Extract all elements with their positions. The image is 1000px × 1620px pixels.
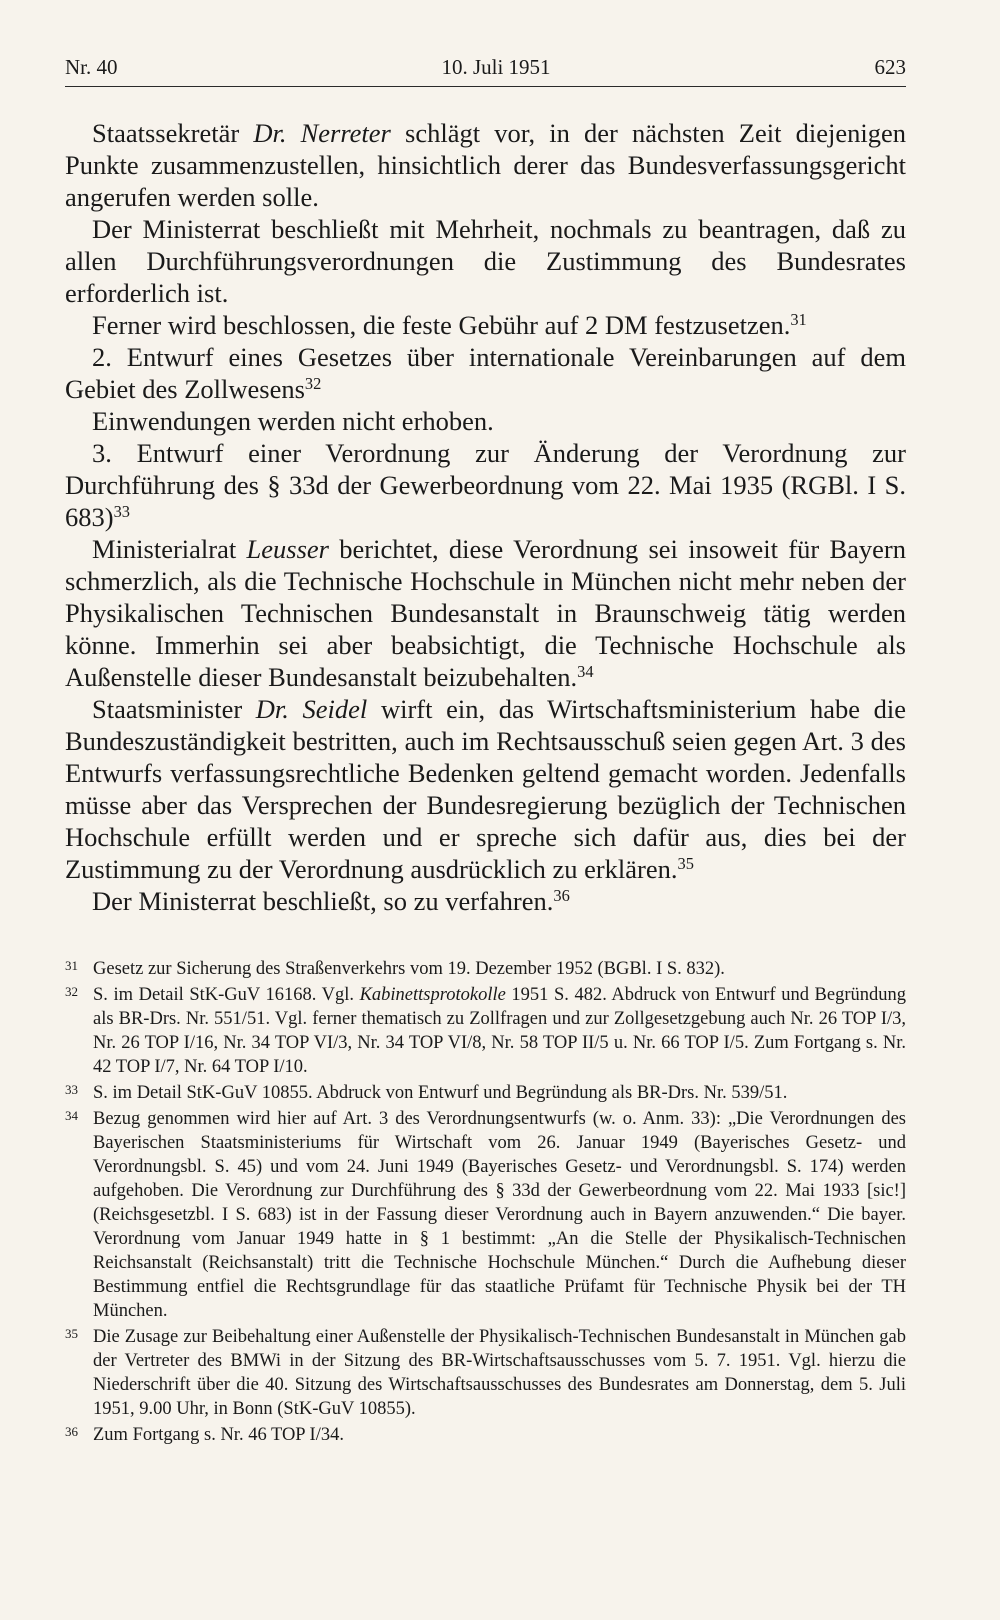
footnote-text	[93, 957, 906, 981]
text: Der Ministerrat beschließt, so zu verfahren.	[92, 886, 554, 916]
footnote-text	[93, 1107, 906, 1323]
text: Gesetz zur Sicherung des Straßenverkehrs vom 19. Dezember 1952 (BGBl. I S. 832).	[93, 959, 725, 979]
footnote-number: 35	[65, 1326, 78, 1341]
footnote-ref: 31	[790, 309, 807, 329]
footnote	[65, 983, 906, 1079]
footnote-text	[93, 1325, 906, 1421]
footnote-number: 31	[65, 958, 78, 973]
text: Bezug genommen wird hier auf Art. 3 des Verordnungsentwurfs (w. o. Anm. 33): „Die Verordnungen des Bayerischen Staatsministeriums für Wirtschaft vom 26. Januar 1949 (Bayerisches Gesetz- und Verordnungsbl. S. 45) und vom 24. Juni 1949 (Bayerisches Gesetz- und Verordnungsbl. S. 174) werden aufgehoben. Die Verordnung zur Durchführung des § 33d der Gewerbeordnung vom 22. Mai 1933 [sic!] (Reichsgesetzbl. I S. 683) ist in der Fassung dieser Verordnung auch in Bayern anzuwenden.“ Die bayer. Verordnung vom Januar 1949 hatte in § 1 bestimmt: „An die Stelle der Physikalisch-Technischen Reichsanstalt (Reichsanstalt) tritt die Technische Hochschule München.“ Durch die Aufhebung dieser Bestimmung entfiel die Rechtsgrundlage für das staatliche Prüfamt für Technische Physik bei der TH München.	[93, 1109, 906, 1321]
issue-number: Nr. 40	[65, 55, 118, 79]
footnote-text	[93, 983, 906, 1079]
agenda-item	[65, 437, 906, 533]
paragraph	[65, 213, 906, 309]
footnote	[65, 957, 906, 981]
running-head	[65, 55, 906, 87]
text: S. im Detail StK-GuV 16168. Vgl.	[93, 985, 360, 1005]
agenda-item	[65, 341, 906, 405]
person-name: Dr. Seidel	[255, 694, 368, 724]
text: Zum Fortgang s. Nr. 46 TOP I/34.	[93, 1425, 344, 1445]
page-number: 623	[874, 55, 906, 79]
text: Staatsminister	[92, 694, 256, 724]
footnote-ref: 33	[113, 501, 130, 521]
footnotes	[65, 957, 906, 1447]
footnote	[65, 1325, 906, 1421]
footnote-ref: 36	[553, 885, 570, 905]
text: wirft ein, das Wirtschaftsministerium habe die Bundeszuständigkeit bestritten, auch im Rechtsausschuß seien gegen Art. 3 des Entwurfs verfassungsrechtliche Bedenken geltend gemacht worden. Jedenfalls müsse aber das Versprechen der Bundesregierung bezüglich der Technischen Hochschule erfüllt werden und er spreche sich dafür aus, dies bei der Zustimmung zu der Verordnung ausdrücklich zu erklären.	[65, 694, 907, 884]
paragraph	[65, 117, 906, 213]
paragraph	[65, 405, 906, 437]
text: Ministerialrat	[92, 534, 247, 564]
paragraph	[65, 533, 906, 693]
text: Einwendungen werden nicht erhoben.	[92, 406, 494, 436]
paragraph	[65, 693, 906, 885]
text: S. im Detail StK-GuV 10855. Abdruck von Entwurf und Begründung als BR-Drs. Nr. 539/51.	[93, 1083, 788, 1103]
footnote	[65, 1081, 906, 1105]
footnote-ref: 32	[304, 373, 322, 393]
text: schlägt vor, in der nächsten Zeit diejenigen Punkte zusammenzustellen, hinsichtlich derer das Bundesverfassungsgericht angerufen werden solle.	[65, 118, 906, 212]
text: Die Zusage zur Beibehaltung einer Außenstelle der Physikalisch-Technischen Bundesanstalt in München gab der Vertreter des BMWi in der Sitzung des BR-Wirtschaftsausschusses vom 5. 7. 1951. Vgl. hierzu die Niederschrift über die 40. Sitzung des Wirtschaftsausschusses des Bundesrates am Donnerstag, dem 5. Juli 1951, 9.00 Uhr, in Bonn (StK-GuV 10855).	[93, 1327, 906, 1419]
page	[65, 55, 906, 1449]
footnote	[65, 1423, 906, 1447]
person-name: Dr. Nerreter	[253, 118, 391, 148]
footnote-text	[93, 1423, 906, 1447]
footnote-number: 32	[65, 984, 78, 999]
text: 3. Entwurf einer Verordnung zur Änderung der Verordnung zur Durchführung des § 33d der Gewerbeordnung vom 22. Mai 1935 (RGBl. I S. 683)	[65, 438, 906, 532]
text: 1951 S. 482. Abdruck von Entwurf und Begründung als BR-Drs. Nr. 551/51. Vgl. ferner thematisch zu Zollfragen und zur Zollgesetzgebung auch Nr. 26 TOP I/3, Nr. 26 TOP I/16, Nr. 34 TOP VI/3, Nr. 34 TOP VI/8, Nr. 58 TOP II/5 u. Nr. 66 TOP I/5. Zum Fortgang s. Nr. 42 TOP I/7, Nr. 64 TOP I/10.	[93, 985, 906, 1077]
footnote-ref: 35	[677, 853, 694, 873]
paragraph	[65, 309, 906, 341]
main-text	[65, 117, 906, 917]
header-date: 10. Juli 1951	[441, 55, 551, 79]
footnote-ref: 34	[577, 661, 594, 681]
text: Staatssekretär	[92, 118, 254, 148]
person-name: Leusser	[246, 534, 329, 564]
paragraph	[65, 885, 906, 917]
footnote-text	[93, 1081, 906, 1105]
footnote-number: 34	[65, 1108, 78, 1123]
text: berichtet, diese Verordnung sei insoweit für Bayern schmerzlich, als die Technische Hochschule in München nicht mehr neben der Physikalischen Technischen Bundesanstalt in Braunschweig tätig werden könne. Immerhin sei aber beabsichtigt, die Technische Hochschule als Außenstelle dieser Bundesanstalt beizubehalten.	[65, 534, 906, 692]
text: Ferner wird beschlossen, die feste Gebühr auf 2 DM festzusetzen.	[92, 310, 791, 340]
footnote-number: 36	[65, 1424, 78, 1439]
text: Der Ministerrat beschließt mit Mehrheit, nochmals zu beantragen, daß zu allen Durchführungsverordnungen die Zustimmung des Bundesrates erforderlich ist.	[65, 214, 906, 308]
footnote-number: 33	[65, 1082, 78, 1097]
text: 2. Entwurf eines Gesetzes über internationale Vereinbarungen auf dem Gebiet des Zollwesens	[65, 342, 906, 404]
publication-title: Kabinettsprotokolle	[359, 985, 506, 1005]
footnote	[65, 1107, 906, 1323]
